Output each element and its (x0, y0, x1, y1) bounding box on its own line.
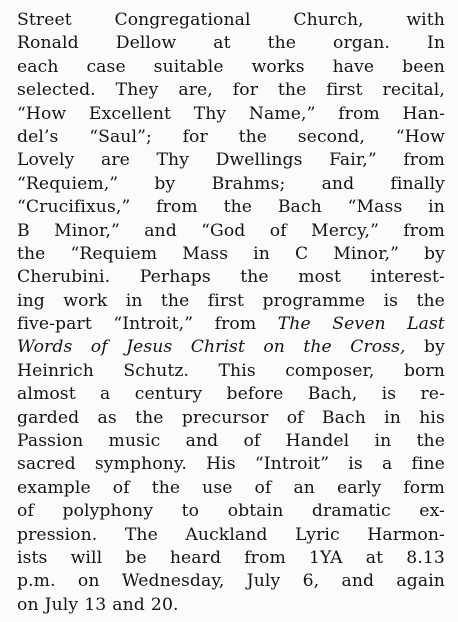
word: from (403, 220, 445, 241)
word: fine (411, 454, 445, 475)
word: have (332, 56, 375, 77)
word: Congregational (114, 10, 251, 30)
word: symphony. (94, 454, 187, 475)
word: Seven (332, 314, 386, 335)
text-line (17, 243, 445, 266)
word: The (124, 524, 158, 545)
word: the (240, 267, 269, 288)
word: works (251, 56, 305, 77)
word: from (214, 314, 257, 335)
word: are (101, 150, 130, 171)
word: from (156, 197, 198, 218)
word: Lovely (17, 150, 75, 171)
word: Bach (321, 407, 366, 428)
word: are, (178, 80, 213, 101)
text-line (17, 79, 445, 102)
word: in (253, 243, 270, 264)
word: Christ (190, 337, 245, 358)
word: interest- (370, 267, 445, 288)
word: use (202, 477, 233, 498)
word: in (384, 407, 401, 428)
word: re- (420, 384, 445, 405)
word: an (293, 477, 315, 498)
text-line (17, 407, 445, 430)
word: five-part (17, 314, 92, 335)
word: the (238, 126, 268, 147)
word: ex- (419, 501, 445, 522)
word: Dwellings (215, 150, 303, 171)
word: a (381, 454, 393, 475)
word: century (134, 384, 203, 405)
word: Harmon- (367, 524, 445, 545)
word: case (86, 56, 126, 77)
word: each (17, 56, 59, 77)
word: early (336, 477, 382, 498)
word: example (17, 477, 91, 498)
word: Handel (285, 431, 350, 452)
word: Bach (277, 197, 322, 218)
word: again (396, 571, 445, 592)
word: will (70, 547, 103, 568)
word: dramatic (311, 501, 391, 522)
word: Heinrich (17, 360, 94, 381)
text-line (17, 149, 445, 172)
word: of (269, 220, 287, 241)
text-line (17, 9, 445, 32)
word: 6, (302, 571, 320, 592)
word: “How (395, 126, 445, 147)
word: at (213, 33, 231, 54)
text-line (17, 570, 445, 593)
word: The (277, 314, 311, 335)
word: “God (201, 220, 246, 241)
text-line (17, 524, 445, 547)
word: the (416, 431, 445, 452)
word: most (298, 267, 341, 288)
word: C (294, 243, 309, 264)
word: by (154, 173, 176, 194)
word: sacred (17, 454, 76, 475)
word: the (151, 477, 181, 498)
word: music (108, 431, 161, 452)
word: 20. (150, 594, 179, 615)
word: by (424, 243, 445, 264)
word: is (348, 454, 363, 475)
word: “Crucifixus,” (17, 197, 131, 218)
word: “Saul”; (89, 126, 152, 147)
word: for (232, 80, 259, 101)
word: with (406, 10, 445, 30)
text-line (17, 360, 445, 383)
text-line (17, 594, 445, 617)
word: first (326, 80, 363, 101)
word: Fair,” (329, 150, 377, 171)
word: organ. (333, 33, 390, 54)
word: ists (17, 547, 48, 568)
article-text-column (17, 9, 445, 617)
word: July (44, 594, 79, 615)
word: finally (390, 173, 445, 194)
word: Bach, (307, 384, 358, 405)
word: form (403, 477, 445, 498)
word: from (403, 150, 445, 171)
word: be (125, 547, 147, 568)
word: Name,” (248, 103, 316, 124)
word: the (17, 243, 46, 264)
word: 13 (84, 594, 107, 615)
word: This (218, 360, 256, 381)
word: in (125, 290, 143, 311)
word: Mass (182, 243, 229, 264)
word: the (135, 407, 164, 428)
word: to (181, 501, 200, 522)
word: Cherubini. (17, 267, 111, 288)
word: Brahms; (211, 173, 286, 194)
word: precursor (181, 407, 269, 428)
word: for (182, 126, 208, 147)
word: at (365, 547, 384, 568)
text-line (17, 173, 445, 196)
word: by (423, 337, 445, 358)
word: almost (17, 384, 76, 405)
word: and (112, 594, 145, 615)
word: on (77, 571, 100, 592)
word: Lyric (295, 524, 340, 545)
word: In (426, 33, 445, 54)
word: selected. (17, 80, 96, 101)
word: in (428, 197, 445, 218)
word: Minor,” (333, 243, 400, 264)
word: p.m. (17, 571, 56, 592)
word: Ronald (17, 33, 79, 54)
word: ing (17, 290, 45, 311)
text-line (17, 196, 445, 219)
word: and (144, 220, 177, 241)
text-line (17, 383, 445, 406)
text-line (17, 477, 445, 500)
text-line (17, 430, 445, 453)
word: the (416, 290, 445, 311)
word: born (403, 360, 445, 381)
word: from (338, 103, 380, 124)
word: and (321, 173, 355, 194)
word: recital, (382, 80, 445, 101)
word: suitable (153, 56, 224, 77)
word: They (115, 80, 159, 101)
word: is (383, 290, 399, 311)
word: Words (17, 337, 73, 358)
word: work (63, 290, 108, 311)
word: second, (297, 126, 365, 147)
word: Dellow (115, 33, 177, 54)
word: the (303, 337, 332, 358)
word: from (244, 547, 286, 568)
word: and (185, 431, 219, 452)
word: Church, (293, 10, 364, 30)
word: “Requiem (70, 243, 158, 264)
word: before (226, 384, 284, 405)
word: Excellent (88, 103, 172, 124)
word: of (112, 477, 130, 498)
text-line (17, 32, 445, 55)
text-line (17, 103, 445, 126)
word: on (17, 594, 39, 615)
word: 1YA (308, 547, 343, 568)
word: of (254, 477, 272, 498)
word: B (17, 220, 30, 241)
word: polyphony (62, 501, 154, 522)
word: Wednesday, (121, 571, 225, 592)
text-line (17, 220, 445, 243)
word: the (277, 80, 307, 101)
word: “Introit” (254, 454, 330, 475)
word: of (286, 407, 304, 428)
word: as (97, 407, 117, 428)
word: del’s (17, 126, 59, 147)
word: pression. (17, 524, 98, 545)
text-line (17, 290, 445, 313)
text-line (17, 126, 445, 149)
word: “How (17, 103, 67, 124)
word: is (381, 384, 397, 405)
word: His (206, 454, 236, 475)
word: garded (17, 407, 80, 428)
word: and (341, 571, 375, 592)
word: the (160, 290, 190, 311)
text-line (17, 266, 445, 289)
text-line (17, 500, 445, 523)
word: of (243, 431, 261, 452)
word: Last (407, 314, 445, 335)
word: 8.13 (406, 547, 445, 568)
word: programme (262, 290, 366, 311)
word: of (17, 501, 34, 522)
word: obtain (227, 501, 284, 522)
word: July (246, 571, 281, 592)
word: Passion (17, 431, 84, 452)
word: Cross, (350, 337, 406, 358)
word: composer, (285, 360, 375, 381)
word: the (223, 197, 253, 218)
word: Auckland (185, 524, 268, 545)
text-line (17, 453, 445, 476)
word: Thy (156, 150, 190, 171)
word: Street (17, 10, 72, 30)
word: Schutz. (123, 360, 190, 381)
word: of (90, 337, 108, 358)
word: Thy (193, 103, 227, 124)
word: on (263, 337, 285, 358)
text-line (17, 56, 445, 79)
text-line (17, 336, 445, 359)
word: Jesus (126, 337, 173, 358)
word: been (402, 56, 445, 77)
word: “Introit,” (113, 314, 194, 335)
word: the (267, 33, 297, 54)
text-line (17, 547, 445, 570)
word: “Requiem,” (17, 173, 119, 194)
word: in (374, 431, 392, 452)
word: heard (169, 547, 222, 568)
word: a (100, 384, 111, 405)
word: “Mass (347, 197, 403, 218)
word: Minor,” (54, 220, 120, 241)
word: first (207, 290, 245, 311)
word: his (419, 407, 445, 428)
word: Perhaps (139, 267, 211, 288)
word: Mercy,” (311, 220, 379, 241)
word: Han- (402, 103, 445, 124)
text-line (17, 313, 445, 336)
